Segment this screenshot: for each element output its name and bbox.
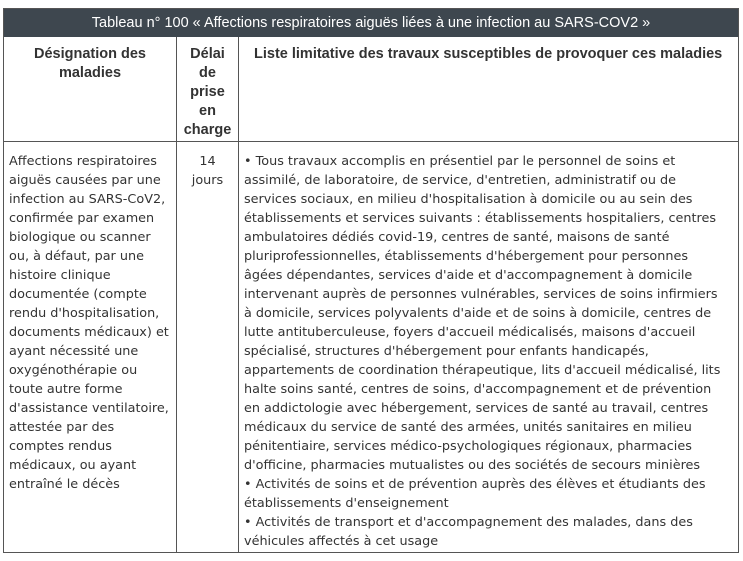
designation-line: Affections respiratoires — [9, 154, 157, 169]
travaux-line: • Activités de transport et d'accompagnement des malades, dans des — [244, 515, 693, 530]
delai-text — [177, 142, 238, 190]
designation-line: rendu d'hospitalisation, — [9, 306, 160, 321]
designation-line: d'assistance ventilatoire, — [9, 401, 169, 416]
header-designation: Désignation des maladies — [34, 46, 146, 81]
designation-line: toute autre forme — [9, 382, 123, 397]
designation-line: documents médicaux) et — [9, 325, 169, 340]
table-row — [4, 142, 738, 552]
travaux-line: établissements et services suivants : établissements hospitaliers, centres — [244, 211, 717, 226]
delai-line: jours — [191, 173, 224, 188]
travaux-line: services sociaux, en milieu d'hospitalisation à domicile ou au sein des — [244, 192, 693, 207]
designation-line: documentée (compte — [9, 287, 147, 302]
table-header-row — [4, 37, 738, 142]
designation-line: confirmée par examen — [9, 211, 155, 226]
designation-line: ou, à défaut, par une — [9, 249, 144, 264]
designation-line: oxygénothérapie ou — [9, 363, 138, 378]
travaux-line: lutte antituberculeuse, foyers d'accueil médicalisés, maisons d'accueil — [244, 325, 696, 340]
header-cell-delai — [177, 37, 239, 141]
designation-line: médicaux, ou ayant — [9, 458, 137, 473]
designation-line: aiguës causées par une — [9, 173, 161, 188]
table-title: Tableau n° 100 « Affections respiratoires aiguës liées à une infection au SARS-COV2 » — [4, 9, 738, 37]
travaux-line: assimilé, de laboratoire, de service, d'entretien, administratif ou de — [244, 173, 677, 188]
travaux-line: intervenant auprès de personnes vulnérables, services de soins infirmiers — [244, 287, 718, 302]
header-cell-liste — [239, 37, 738, 141]
designation-line: infection au SARS-CoV2, — [9, 192, 166, 207]
designation-line: ayant nécessité une — [9, 344, 139, 359]
header-cell-designation — [4, 37, 177, 141]
designation-line: histoire clinique — [9, 268, 111, 283]
designation-line: attestée par des — [9, 420, 115, 435]
disease-table — [3, 8, 739, 553]
header-liste: Liste limitative des travaux susceptibles de provoquer ces maladies — [254, 46, 723, 62]
travaux-text — [239, 142, 738, 551]
travaux-line: établissements d'enseignement — [244, 496, 449, 511]
designation-line: biologique ou scanner — [9, 230, 151, 245]
designation-text — [4, 142, 176, 494]
designation-line: comptes rendus — [9, 439, 112, 454]
travaux-line: pluriprofessionnelles, établissements d'hébergement pour personnes — [244, 249, 688, 264]
delai-line: 14 — [199, 154, 216, 169]
travaux-line: appartements de coordination thérapeutique, lits d'accueil médicalisé, lits — [244, 363, 721, 378]
travaux-line: véhicules affectés à cet usage — [244, 534, 439, 549]
travaux-line: à domicile, services polyvalents d'aide et de soins à domicile, centres de — [244, 306, 712, 321]
designation-line: entraîné le décès — [9, 477, 120, 492]
travaux-line: • Activités de soins et de prévention auprès des élèves et étudiants des — [244, 477, 706, 492]
cell-travaux — [239, 142, 738, 552]
travaux-line: spécialisé, structures d'hébergement pour enfants handicapés, — [244, 344, 649, 359]
travaux-line: • Tous travaux accomplis en présentiel par le personnel de soins et — [244, 154, 676, 169]
cell-delai — [177, 142, 239, 552]
header-delai: Délai de prise en charge — [183, 46, 232, 138]
travaux-line: âgées dépendantes, services d'aide et d'accompagnement à domicile — [244, 268, 693, 283]
travaux-line: d'officine, pharmacies mutualistes ou des sociétés de secours minières — [244, 458, 701, 473]
travaux-line: en addictologie avec hébergement, services de santé au travail, centres — [244, 401, 709, 416]
travaux-line: halte soins santé, centres de soins, d'accompagnement et de prévention — [244, 382, 712, 397]
travaux-line: médicaux du service de santé des armées, unités sanitaires en milieu — [244, 420, 692, 435]
travaux-line: ambulatoires dédiés covid-19, centres de santé, maisons de santé — [244, 230, 670, 245]
cell-designation — [4, 142, 177, 552]
travaux-line: pénitentiaire, services médico-psychologiques régionaux, pharmacies — [244, 439, 692, 454]
